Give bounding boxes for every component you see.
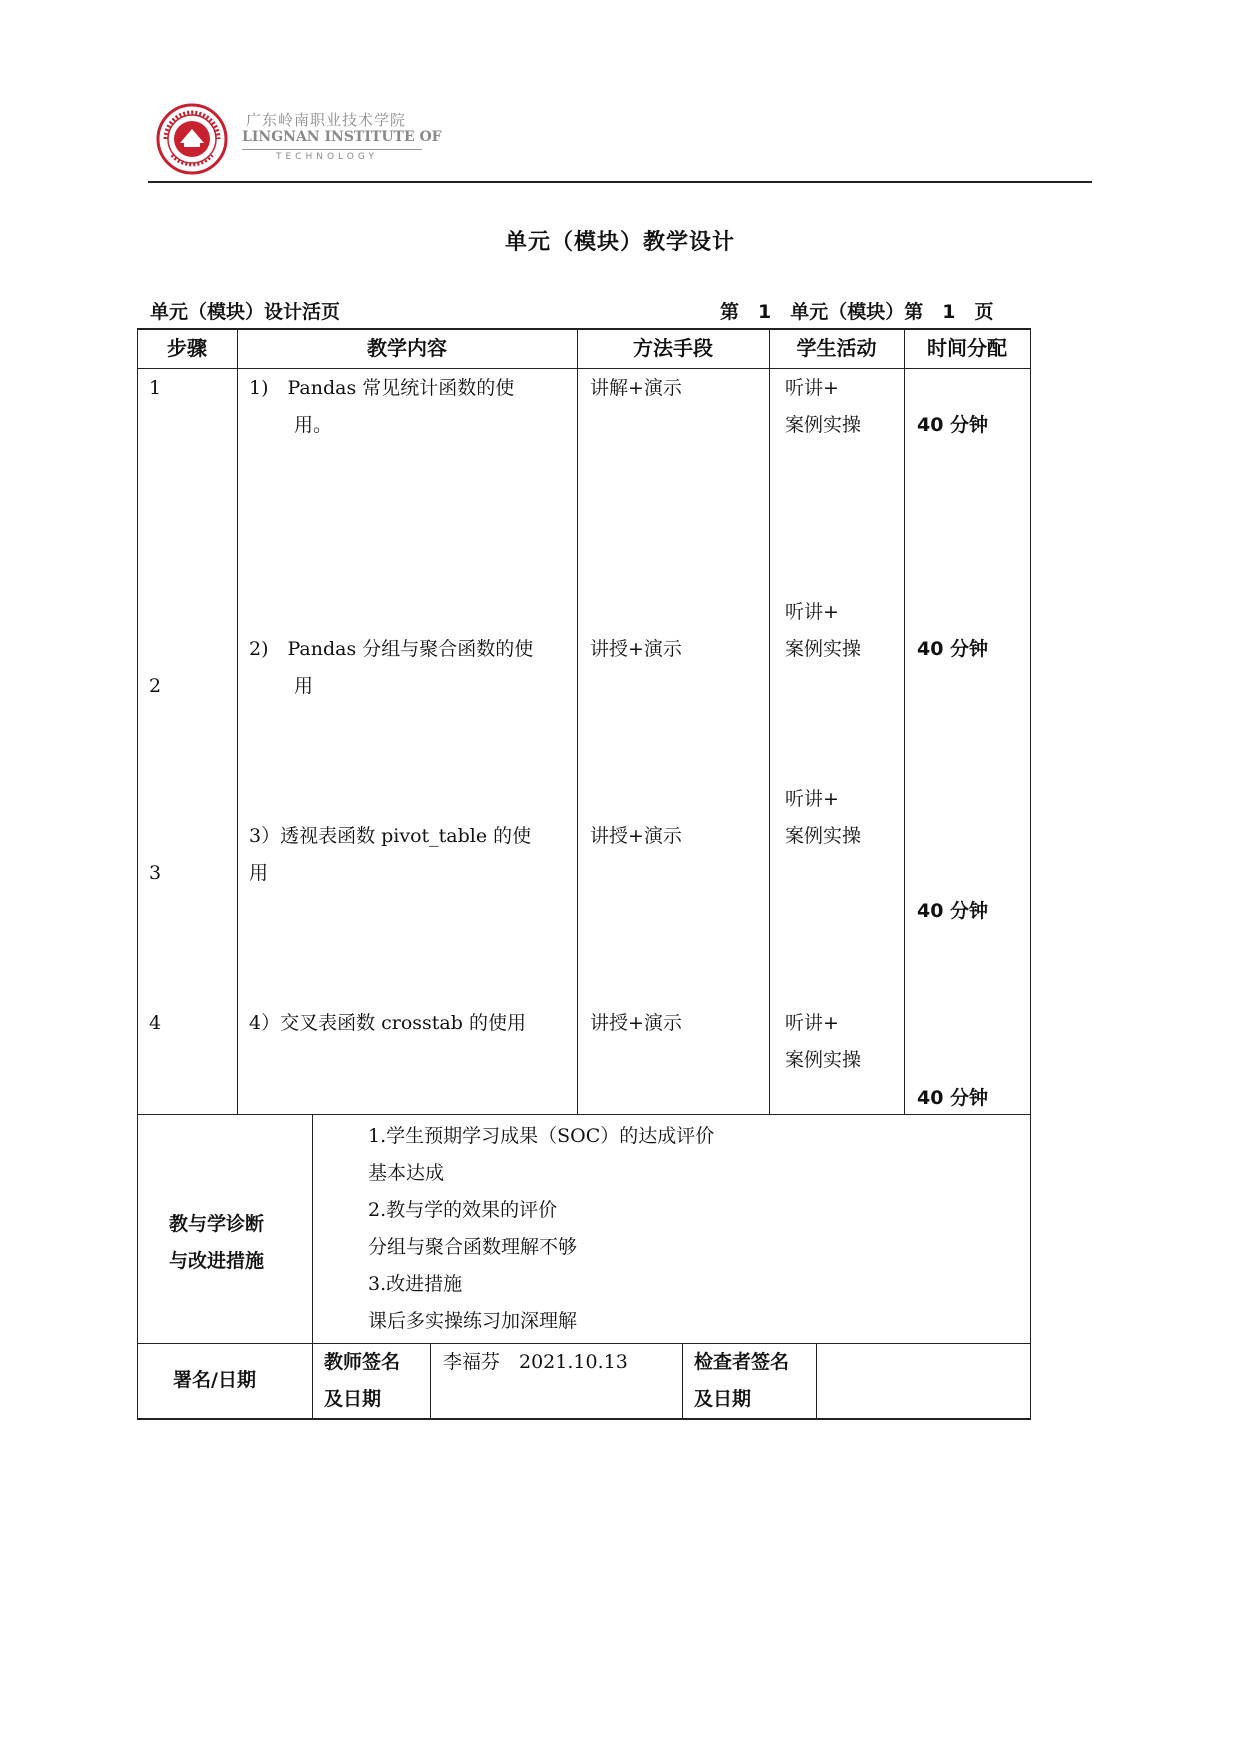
step-content-line: 3）透视表函数 pivot_table 的使 [249, 825, 532, 847]
column-divider [769, 328, 770, 1114]
subheader-right: 第 1 单元（模块）第 1 页 [720, 301, 994, 323]
logo-divider [242, 149, 422, 150]
table-header-divider [137, 368, 1031, 369]
diagnosis-line: 3.改进措施 [368, 1273, 463, 1295]
header-step: 步骤 [167, 336, 207, 360]
column-divider [904, 328, 905, 1114]
step-number: 4 [149, 1012, 162, 1034]
header-time: 时间分配 [927, 336, 1007, 360]
step-activity-line: 案例实操 [785, 825, 862, 847]
checker-signature-label: 检查者签名 [694, 1351, 790, 1373]
signature-label: 署名/日期 [173, 1369, 256, 1391]
step-time: 40 分钟 [917, 1087, 989, 1109]
column-divider [577, 328, 578, 1114]
table-border-left [137, 328, 138, 1420]
step-activity-line: 案例实操 [785, 638, 862, 660]
diagnosis-line: 分组与聚合函数理解不够 [368, 1236, 578, 1258]
diagnosis-line: 课后多实操练习加深理解 [368, 1310, 578, 1332]
table-row-divider [137, 1114, 1031, 1115]
step-number: 1 [149, 377, 162, 399]
school-name-cn: 广东岭南职业技术学院 [246, 111, 407, 129]
column-divider [430, 1343, 431, 1420]
teacher-signature-label: 及日期 [324, 1388, 382, 1410]
step-method: 讲授+演示 [590, 638, 682, 660]
step-time: 40 分钟 [917, 414, 989, 436]
school-seal-icon [156, 103, 228, 175]
diagnosis-line: 1.学生预期学习成果（SOC）的达成评价 [368, 1125, 715, 1147]
subheader-left: 单元（模块）设计活页 [150, 301, 341, 323]
header-content: 教学内容 [367, 336, 447, 360]
diagnosis-line: 2.教与学的效果的评价 [368, 1199, 558, 1221]
step-method: 讲解+演示 [590, 377, 682, 399]
step-content-line: 用。 [294, 414, 333, 436]
school-logo [156, 103, 446, 183]
step-number: 2 [149, 675, 162, 697]
step-content-line: 4）交叉表函数 crosstab 的使用 [249, 1012, 526, 1034]
step-activity-line: 听讲+ [785, 601, 839, 623]
step-method: 讲授+演示 [590, 1012, 682, 1034]
column-divider [312, 1114, 313, 1420]
document-title: 单元（模块）教学设计 [504, 230, 735, 255]
header-method: 方法手段 [633, 336, 713, 360]
step-time: 40 分钟 [917, 900, 989, 922]
diagnosis-line: 基本达成 [368, 1162, 445, 1184]
column-divider [237, 328, 238, 1114]
step-content-line: 用 [249, 862, 269, 884]
column-divider [682, 1343, 683, 1420]
checker-signature-label: 及日期 [694, 1388, 752, 1410]
step-activity-line: 听讲+ [785, 1012, 839, 1034]
teacher-signature-label: 教师签名 [324, 1351, 401, 1373]
step-content-line: 2) Pandas 分组与聚合函数的使 [249, 638, 534, 660]
step-time: 40 分钟 [917, 638, 989, 660]
step-content-line: 1) Pandas 常见统计函数的使 [249, 377, 515, 399]
school-name-en: LINGNAN INSTITUTE OF [242, 129, 442, 145]
step-method: 讲授+演示 [590, 825, 682, 847]
diagnosis-label-line: 与改进措施 [169, 1250, 265, 1272]
teacher-signature-value: 李福芬 2021.10.13 [443, 1351, 628, 1373]
header-activity: 学生活动 [796, 336, 877, 360]
step-activity-line: 案例实操 [785, 1049, 862, 1071]
step-activity-line: 听讲+ [785, 788, 839, 810]
step-content-line: 用 [294, 675, 314, 697]
table-border-bottom [137, 1418, 1031, 1420]
school-name-en-2: TECHNOLOGY [276, 152, 378, 162]
step-activity-line: 案例实操 [785, 414, 862, 436]
header-divider [148, 181, 1092, 183]
step-activity-line: 听讲+ [785, 377, 839, 399]
column-divider [816, 1343, 817, 1420]
table-border-right [1030, 328, 1031, 1420]
diagnosis-label-line: 教与学诊断 [169, 1213, 265, 1235]
step-number: 3 [149, 862, 162, 884]
